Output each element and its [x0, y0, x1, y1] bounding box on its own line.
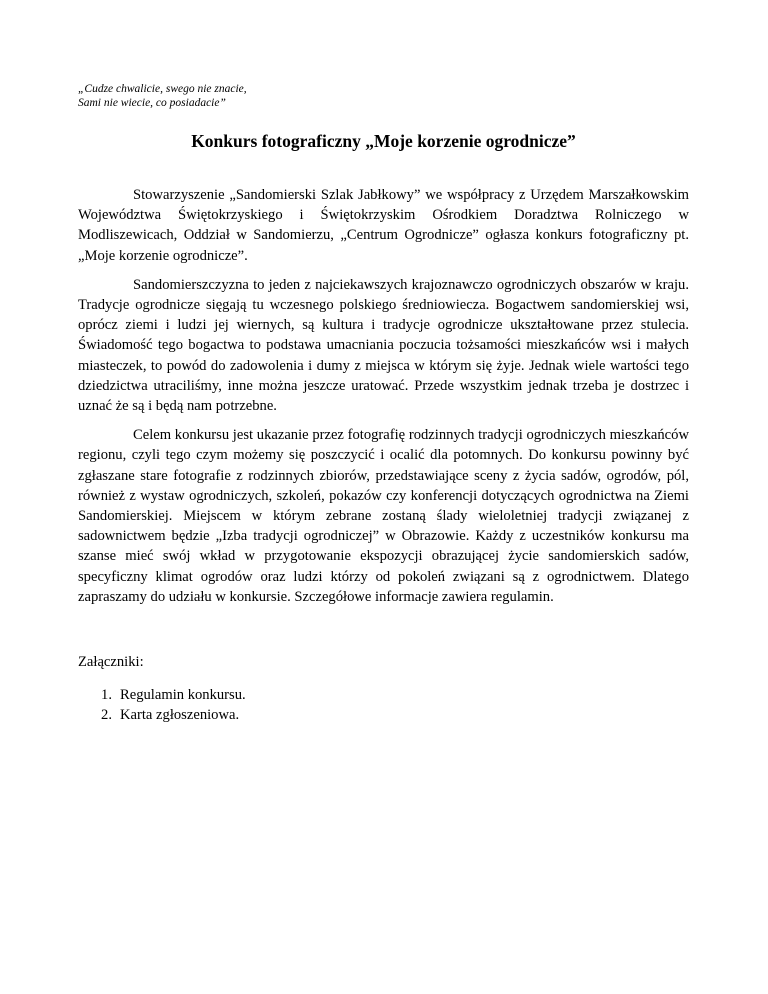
attachments-label: Załączniki:: [78, 654, 144, 670]
document-body: [78, 185, 689, 616]
list-item-number: 2.: [101, 707, 112, 724]
paragraph-goal: Celem konkursu jest ukazanie przez fotografię rodzinnych tradycji ogrodniczych mieszkańców regionu, czyli tego czym możemy się poszczycić i ocalić dla potomnych. Do konkursu powinny być zgłaszane stare fotografie z rodzinnych zbiorów, przedstawiające sceny z życia sadów, ogrodów, pól, również z wystaw ogrodniczych, szkoleń, pokazów czy konferencji dotyczących ogrodnictwa na Ziemi Sandomierskiej. Miejscem w którym zebrane zostaną ślady wieloletniej tradycji związanej z sadownictwem będzie „Izba tradycji ogrodniczej” w Obrazowie. Każdy z uczestników konkursu ma szanse mieć swój wkład w przygotowanie ekspozycji obrazującej życie sandomierskich sadów, specyficzny klimat ogrodów oraz ludzi którzy od pokoleń związani są z ogrodnictwem. Dlatego zapraszamy do udziału w konkursie. Szczegółowe informacje zawiera regulamin.: [78, 427, 689, 605]
paragraph-intro: Stowarzyszenie „Sandomierski Szlak Jabłkowy” we współpracy z Urzędem Marszałkowskim Województwa Świętokrzyskiego i Świętokrzyskim Ośrodkiem Doradztwa Rolniczego w Modliszewicach, Oddział w Sandomierzu, „Centrum Ogrodnicze” ogłasza konkurs fotograficzny pt. „Moje korzenie ogrodnicze”.: [78, 187, 689, 264]
epigraph-line-1: „Cudze chwalicie, swego nie znacie,: [78, 83, 247, 95]
attachments-section: [78, 652, 689, 726]
epigraph-line-2: Sami nie wiecie, co posiadacie”: [78, 97, 226, 109]
attachments-list: [78, 685, 689, 725]
list-item-text: Regulamin konkursu.: [120, 687, 246, 704]
list-item-text: Karta zgłoszeniowa.: [120, 707, 240, 724]
list-item: [78, 705, 689, 725]
list-item-number: 1.: [101, 687, 112, 704]
epigraph: [78, 82, 478, 110]
list-item: [78, 685, 689, 705]
document-title: Konkurs fotograficzny „Moje korzenie ogrodnicze”: [191, 131, 576, 151]
paragraph-region: Sandomierszczyzna to jeden z najciekawszych krajoznawczo ogrodniczych obszarów w kraju. Tradycje ogrodnicze sięgają tu wczesnego polskiego średniowiecza. Bogactwem sandomierskiej wsi, oprócz ziemi i ludzi jej wiernych, są kultura i tradycje ogrodnicze ukształtowane przez stulecia. Świadomość tego bogactwa to podstawa umacniania poczucia tożsamości mieszkańców wsi i małych miasteczek, to powód do zadowolenia i dumy z miejsca w którym się żyje. Jednak wiele wartości tego dziedzictwa utraciliśmy, inne można jeszcze uratować. Przede wszystkim jednak trzeba je dostrzec i uznać że są i będą nam potrzebne.: [78, 276, 689, 415]
